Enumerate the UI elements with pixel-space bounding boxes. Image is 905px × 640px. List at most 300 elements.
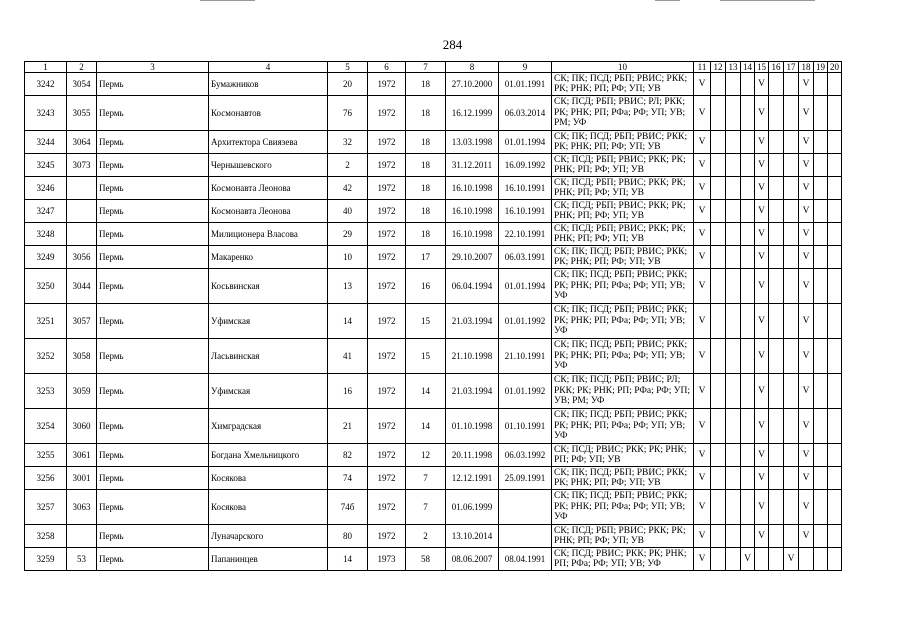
cell-col-9: 08.04.1991 [499,548,552,571]
year-cell: 1972 [368,246,406,269]
mark-cell-col-11: V [694,548,711,571]
codes-cell: СК; ПК; ПСД; РБП; РВИС; РКК; РК; РНК; РП; РФ; УП; УВ [552,467,694,490]
cell-col-8: 16.12.1999 [446,96,499,131]
cell-col-2: 3056 [67,246,97,269]
house-number-cell: 10 [328,246,368,269]
mark-cell-col-17 [784,339,799,374]
cell-col-7: 14 [406,374,446,409]
cell-col-9: 01.01.1994 [499,131,552,154]
year-cell: 1972 [368,490,406,525]
cell-col-2: 3059 [67,374,97,409]
mark-cell-col-20 [828,548,842,571]
column-header-7: 7 [406,62,446,73]
mark-cell-col-14 [741,96,755,131]
row-number-cell: 3254 [25,409,67,444]
street-cell: Уфимская [209,304,328,339]
page-number: 284 [442,37,463,52]
column-header-11: 11 [694,62,711,73]
cell-col-7: 18 [406,96,446,131]
mark-cell-col-19 [814,200,828,223]
cell-col-9: 16.10.1991 [499,200,552,223]
mark-cell-col-15: V [755,409,769,444]
mark-cell-col-17 [784,177,799,200]
mark-cell-col-16 [769,246,784,269]
mark-cell-col-13 [726,200,741,223]
house-number-cell: 13 [328,269,368,304]
table-body [25,73,842,571]
city-cell: Пермь [97,223,209,246]
year-cell: 1972 [368,409,406,444]
mark-cell-col-18: V [799,269,814,304]
column-header-15: 15 [755,62,769,73]
cell-col-9: 01.01.1992 [499,304,552,339]
mark-cell-col-20 [828,177,842,200]
mark-cell-col-16 [769,339,784,374]
mark-cell-col-12 [711,154,726,177]
codes-cell: СК; ПСД; РБП; РВИС; РКК; РК; РНК; РП; РФ; УП; УВ [552,223,694,246]
column-header-6: 6 [368,62,406,73]
house-number-cell: 80 [328,525,368,548]
row-number-cell: 3242 [25,73,67,96]
cell-col-2 [67,525,97,548]
mark-cell-col-15: V [755,304,769,339]
mark-cell-col-13 [726,131,741,154]
cell-col-9: 06.03.1991 [499,246,552,269]
street-cell: Чернышевского [209,154,328,177]
column-header-12: 12 [711,62,726,73]
mark-cell-col-16 [769,490,784,525]
mark-cell-col-18 [799,548,814,571]
year-cell: 1972 [368,304,406,339]
mark-cell-col-12 [711,490,726,525]
mark-cell-col-13 [726,339,741,374]
mark-cell-col-17 [784,73,799,96]
street-cell: Косякова [209,490,328,525]
mark-cell-col-11: V [694,200,711,223]
table-row [25,525,842,548]
mark-cell-col-17 [784,269,799,304]
mark-cell-col-14 [741,269,755,304]
house-number-cell: 14 [328,548,368,571]
mark-cell-col-15: V [755,339,769,374]
mark-cell-col-19 [814,269,828,304]
year-cell: 1972 [368,73,406,96]
mark-cell-col-20 [828,269,842,304]
cell-col-7: 18 [406,154,446,177]
mark-cell-col-18: V [799,246,814,269]
mark-cell-col-19 [814,444,828,467]
row-number-cell: 3246 [25,177,67,200]
row-number-cell: 3258 [25,525,67,548]
mark-cell-col-11: V [694,467,711,490]
column-header-1: 1 [25,62,67,73]
codes-cell: СК; ПСД; РБП; РВИС; РКК; РК; РНК; РП; РФ; УП; УВ [552,177,694,200]
column-header-14: 14 [741,62,755,73]
mark-cell-col-20 [828,374,842,409]
mark-cell-col-13 [726,374,741,409]
mark-cell-col-11: V [694,269,711,304]
street-cell: Богдана Хмельницкого [209,444,328,467]
mark-cell-col-20 [828,96,842,131]
codes-cell: СК; ПК; ПСД; РБП; РВИС; РКК; РК; РНК; РП; РФ; УП; УВ [552,73,694,96]
street-cell: Луначарского [209,525,328,548]
cell-col-7: 18 [406,223,446,246]
mark-cell-col-18: V [799,223,814,246]
cell-col-7: 2 [406,525,446,548]
mark-cell-col-12 [711,200,726,223]
mark-cell-col-14: V [741,548,755,571]
codes-cell: СК; ПСД; РБП; РВИС; РЛ; РКК; РК; РНК; РП; РФа; РФ; УП; УВ; РМ; УФ [552,96,694,131]
city-cell: Пермь [97,444,209,467]
mark-cell-col-17 [784,96,799,131]
mark-cell-col-20 [828,154,842,177]
column-header-9: 9 [499,62,552,73]
cell-col-2 [67,177,97,200]
mark-cell-col-18: V [799,200,814,223]
mark-cell-col-16 [769,525,784,548]
mark-cell-col-18: V [799,73,814,96]
city-cell: Пермь [97,409,209,444]
mark-cell-col-20 [828,200,842,223]
mark-cell-col-17 [784,304,799,339]
mark-cell-col-15: V [755,467,769,490]
mark-cell-col-16 [769,223,784,246]
city-cell: Пермь [97,374,209,409]
house-number-cell: 2 [328,154,368,177]
mark-cell-col-14 [741,200,755,223]
mark-cell-col-14 [741,223,755,246]
cell-col-9 [499,490,552,525]
year-cell: 1972 [368,269,406,304]
mark-cell-col-18: V [799,304,814,339]
street-cell: Химградская [209,409,328,444]
house-number-cell: 21 [328,409,368,444]
table-row [25,96,842,131]
city-cell: Пермь [97,154,209,177]
mark-cell-col-18: V [799,177,814,200]
mark-cell-col-20 [828,223,842,246]
year-cell: 1973 [368,548,406,571]
table-row [25,467,842,490]
house-number-cell: 14 [328,304,368,339]
cell-col-7: 17 [406,246,446,269]
year-cell: 1972 [368,200,406,223]
cell-col-9: 01.01.1991 [499,73,552,96]
cell-col-9: 16.09.1992 [499,154,552,177]
table-row [25,339,842,374]
cell-col-7: 18 [406,131,446,154]
cell-col-8: 13.03.1998 [446,131,499,154]
mark-cell-col-12 [711,96,726,131]
cell-col-9: 06.03.2014 [499,96,552,131]
cell-col-2: 3064 [67,131,97,154]
cell-col-2: 3073 [67,154,97,177]
mark-cell-col-12 [711,374,726,409]
mark-cell-col-20 [828,131,842,154]
column-header-3: 3 [97,62,209,73]
street-cell: Уфимская [209,374,328,409]
mark-cell-col-18: V [799,444,814,467]
table-row [25,304,842,339]
cell-col-9: 01.01.1992 [499,374,552,409]
city-cell: Пермь [97,177,209,200]
cell-col-8: 13.10.2014 [446,525,499,548]
mark-cell-col-15: V [755,200,769,223]
codes-cell: СК; ПСД; РБП; РВИС; РКК; РК; РНК; РП; РФ; УП; УВ [552,525,694,548]
table-row [25,177,842,200]
house-number-cell: 76 [328,96,368,131]
cell-col-9: 21.10.1991 [499,339,552,374]
year-cell: 1972 [368,223,406,246]
row-number-cell: 3244 [25,131,67,154]
cell-col-8: 16.10.1998 [446,200,499,223]
cell-col-2: 3055 [67,96,97,131]
mark-cell-col-13 [726,525,741,548]
street-cell: Архитектора Свиязева [209,131,328,154]
house-number-cell: 74 [328,467,368,490]
mark-cell-col-15: V [755,374,769,409]
cell-col-7: 58 [406,548,446,571]
mark-cell-col-14 [741,177,755,200]
year-cell: 1972 [368,374,406,409]
table-row [25,246,842,269]
table-row [25,374,842,409]
mark-cell-col-20 [828,467,842,490]
street-cell: Бумажников [209,73,328,96]
row-number-cell: 3247 [25,200,67,223]
mark-cell-col-16 [769,444,784,467]
mark-cell-col-11: V [694,525,711,548]
house-number-cell: 82 [328,444,368,467]
house-number-cell: 20 [328,73,368,96]
mark-cell-col-14 [741,154,755,177]
register-table [24,61,842,571]
row-number-cell: 3257 [25,490,67,525]
mark-cell-col-17 [784,490,799,525]
cell-col-7: 18 [406,73,446,96]
column-header-4: 4 [209,62,328,73]
cell-col-2: 3061 [67,444,97,467]
mark-cell-col-19 [814,525,828,548]
table-row [25,409,842,444]
cell-col-2: 3057 [67,304,97,339]
city-cell: Пермь [97,269,209,304]
mark-cell-col-13 [726,490,741,525]
city-cell: Пермь [97,200,209,223]
codes-cell: СК; ПК; ПСД; РБП; РВИС; РКК; РК; РНК; РП; РФа; РФ; УП; УВ; УФ [552,409,694,444]
column-header-16: 16 [769,62,784,73]
table-row [25,131,842,154]
mark-cell-col-17 [784,223,799,246]
cell-col-2: 3058 [67,339,97,374]
mark-cell-col-13 [726,409,741,444]
mark-cell-col-15: V [755,154,769,177]
mark-cell-col-11: V [694,374,711,409]
row-number-cell: 3252 [25,339,67,374]
cell-col-8: 31.12.2011 [446,154,499,177]
year-cell: 1972 [368,467,406,490]
city-cell: Пермь [97,246,209,269]
mark-cell-col-19 [814,223,828,246]
mark-cell-col-15: V [755,223,769,246]
mark-cell-col-14 [741,304,755,339]
cell-col-9: 01.01.1994 [499,269,552,304]
table-row [25,154,842,177]
cell-col-8: 01.06.1999 [446,490,499,525]
mark-cell-col-13 [726,73,741,96]
codes-cell: СК; ПК; ПСД; РБП; РВИС; РКК; РК; РНК; РП; РФ; УП; УВ [552,246,694,269]
mark-cell-col-16 [769,131,784,154]
row-number-cell: 3250 [25,269,67,304]
mark-cell-col-20 [828,246,842,269]
mark-cell-col-14 [741,339,755,374]
table-row [25,548,842,571]
cell-col-8: 12.12.1991 [446,467,499,490]
mark-cell-col-12 [711,444,726,467]
mark-cell-col-13 [726,223,741,246]
mark-cell-col-17 [784,131,799,154]
street-cell: Космонавта Леонова [209,177,328,200]
mark-cell-col-16 [769,96,784,131]
cell-col-9: 16.10.1991 [499,177,552,200]
mark-cell-col-15: V [755,131,769,154]
mark-cell-col-15: V [755,269,769,304]
mark-cell-col-13 [726,548,741,571]
mark-cell-col-11: V [694,339,711,374]
table-row [25,223,842,246]
mark-cell-col-19 [814,73,828,96]
mark-cell-col-19 [814,374,828,409]
cell-col-8: 21.03.1994 [446,374,499,409]
mark-cell-col-11: V [694,444,711,467]
mark-cell-col-12 [711,467,726,490]
cell-col-8: 29.10.2007 [446,246,499,269]
house-number-cell: 16 [328,374,368,409]
mark-cell-col-18: V [799,467,814,490]
mark-cell-col-19 [814,467,828,490]
mark-cell-col-11: V [694,154,711,177]
city-cell: Пермь [97,73,209,96]
mark-cell-col-20 [828,339,842,374]
cell-col-8: 06.04.1994 [446,269,499,304]
mark-cell-col-14 [741,444,755,467]
cell-col-7: 15 [406,339,446,374]
mark-cell-col-18: V [799,525,814,548]
house-number-cell: 29 [328,223,368,246]
mark-cell-col-12 [711,223,726,246]
street-cell: Косякова [209,467,328,490]
mark-cell-col-18: V [799,96,814,131]
mark-cell-col-15 [755,548,769,571]
mark-cell-col-18: V [799,374,814,409]
year-cell: 1972 [368,154,406,177]
year-cell: 1972 [368,444,406,467]
mark-cell-col-16 [769,374,784,409]
cell-col-9 [499,525,552,548]
cell-col-8: 27.10.2000 [446,73,499,96]
city-cell: Пермь [97,525,209,548]
cell-col-7: 18 [406,177,446,200]
mark-cell-col-13 [726,246,741,269]
codes-cell: СК; ПК; ПСД; РБП; РВИС; РКК; РК; РНК; РП; РФа; РФ; УП; УВ; УФ [552,269,694,304]
mark-cell-col-12 [711,131,726,154]
mark-cell-col-13 [726,154,741,177]
column-header-18: 18 [799,62,814,73]
mark-cell-col-14 [741,374,755,409]
mark-cell-col-18: V [799,490,814,525]
mark-cell-col-11: V [694,131,711,154]
codes-cell: СК; ПК; ПСД; РБП; РВИС; РКК; РК; РНК; РП; РФ; УП; УВ [552,131,694,154]
mark-cell-col-19 [814,304,828,339]
mark-cell-col-11: V [694,177,711,200]
mark-cell-col-16 [769,304,784,339]
mark-cell-col-12 [711,409,726,444]
row-number-cell: 3255 [25,444,67,467]
mark-cell-col-16 [769,409,784,444]
cell-col-8: 08.06.2007 [446,548,499,571]
mark-cell-col-19 [814,177,828,200]
street-cell: Макаренко [209,246,328,269]
mark-cell-col-19 [814,548,828,571]
mark-cell-col-17 [784,409,799,444]
year-cell: 1972 [368,339,406,374]
mark-cell-col-18: V [799,339,814,374]
cell-col-9: 06.03.1992 [499,444,552,467]
mark-cell-col-14 [741,490,755,525]
cell-col-2 [67,200,97,223]
cell-col-2: 3060 [67,409,97,444]
mark-cell-col-11: V [694,73,711,96]
mark-cell-col-18: V [799,154,814,177]
mark-cell-col-16 [769,177,784,200]
mark-cell-col-11: V [694,409,711,444]
codes-cell: СК; ПСД; РВИС; РКК; РК; РНК; РП; РФа; РФ; УП; УВ; УФ [552,548,694,571]
city-cell: Пермь [97,131,209,154]
mark-cell-col-16 [769,548,784,571]
mark-cell-col-19 [814,409,828,444]
city-cell: Пермь [97,304,209,339]
mark-cell-col-20 [828,409,842,444]
house-number-cell: 42 [328,177,368,200]
column-header-2: 2 [67,62,97,73]
row-number-cell: 3251 [25,304,67,339]
mark-cell-col-14 [741,73,755,96]
mark-cell-col-15: V [755,490,769,525]
mark-cell-col-20 [828,444,842,467]
mark-cell-col-12 [711,339,726,374]
mark-cell-col-19 [814,131,828,154]
year-cell: 1972 [368,96,406,131]
column-header-19: 19 [814,62,828,73]
mark-cell-col-19 [814,96,828,131]
codes-cell: СК; ПСД; РБП; РВИС; РКК; РК; РНК; РП; РФ; УП; УВ [552,200,694,223]
mark-cell-col-17 [784,374,799,409]
mark-cell-col-17 [784,467,799,490]
house-number-cell: 41 [328,339,368,374]
mark-cell-col-13 [726,177,741,200]
cell-col-7: 7 [406,467,446,490]
column-header-8: 8 [446,62,499,73]
mark-cell-col-17 [784,444,799,467]
mark-cell-col-15: V [755,73,769,96]
house-number-cell: 40 [328,200,368,223]
house-number-cell: 32 [328,131,368,154]
cell-col-7: 18 [406,200,446,223]
mark-cell-col-14 [741,409,755,444]
codes-cell: СК; ПК; ПСД; РБП; РВИС; РЛ; РКК; РК; РНК; РП; РФа; РФ; УП; УВ; РМ; УФ [552,374,694,409]
mark-cell-col-20 [828,525,842,548]
cell-col-7: 7 [406,490,446,525]
